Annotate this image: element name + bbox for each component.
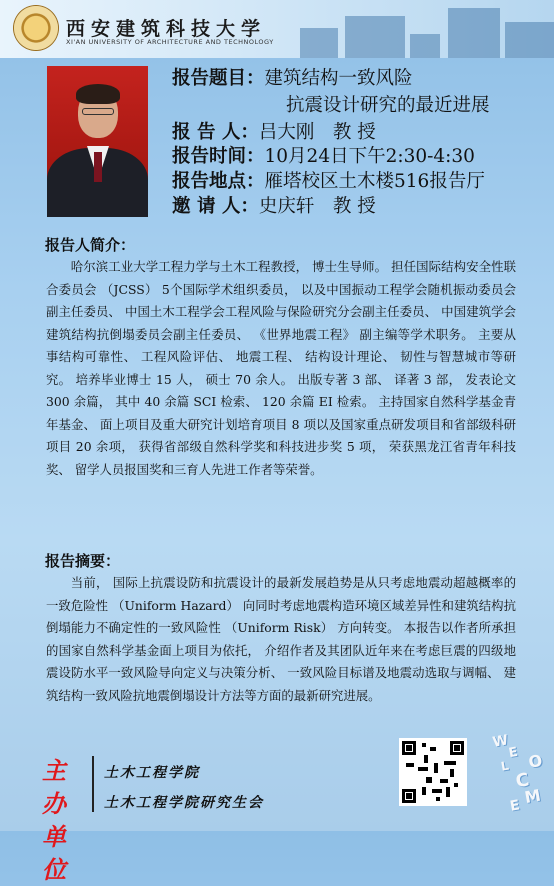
organizer-unit-2: 土木工程学院研究生会 [104, 795, 264, 811]
university-name-en: XI'AN UNIVERSITY OF ARCHITECTURE AND TECHNOLOGY [66, 38, 274, 46]
welcome-decoration: W E L C O M E [491, 732, 544, 815]
organizer-unit-1: 土木工程学院 [104, 765, 200, 781]
speaker-row [172, 118, 376, 144]
abstract-title: 报告摘要： [45, 552, 121, 570]
speaker-photo [47, 66, 148, 217]
topic-label: 报告题目： [172, 68, 265, 89]
inviter-row [172, 192, 376, 218]
place-row [172, 167, 485, 193]
inviter-value: 史庆轩 教 授 [258, 196, 376, 217]
topic-row [172, 64, 413, 90]
topic-line2: 抗震设计研究的最近进展 [286, 95, 490, 116]
abstract-text: 当前， 国际上抗震设防和抗震设计的最新发展趋势是从只考虑地震动超越概率的一致危险性 （Uniform Hazard） 向同时考虑地震构造环境区域差异性和建筑结构抗倒塌能力不确定性的一致风险性 （Uniform Risk） 方向转变。 本报告以作者所承担的国家自然科学基金面上项目为依托， 介绍作者及其团队近年来在考虑巨震的四级地震设防水平一致风险导向定义与决策分析、 一致风险目标谱及地震动选取与调幅、 建筑结构一致风险抗地震倒塌设计方法等方面的最新研究进展。 [46, 575, 516, 703]
time-row [172, 142, 475, 168]
place-value: 雁塔校区土木楼516报告厅 [264, 171, 485, 192]
speaker-value: 吕大刚 教 授 [258, 122, 376, 143]
header-banner [0, 0, 554, 58]
speaker-label: 报 告 人： [172, 122, 259, 143]
bio-title: 报告人简介： [45, 236, 136, 254]
organizer-units [104, 758, 264, 818]
university-logo [14, 6, 58, 50]
bio-text: 哈尔滨工业大学工程力学与土木工程教授， 博士生导师。 担任国际结构安全性联合委员会 （JCSS） 5个国际学术组织委员， 以及中国振动工程学会随机振动委员会副主任委员、 中国土木工程学会工程风险与保险研究分会副主任委员、 中国建筑学会建筑结构抗倒塌委员会副主任委员、 《世界地震工程》 副主编等学术职务。 主要从事结构可靠性、 工程风险评估、 地震工程、 结构设计理论、 韧性与智慧城市等研究。 培养毕业博士 15 人， 硕士 70 余人。 出版专著 3 部、 译著 3 部， 发表论文 300 余篇， 其中 40 余篇 SCI 检索、 120 余篇 EI 检索。 主持国家自然科学基金青年基金、 面上项目及重大研究计划培育项目 8 项以及国家重点研发项目和省部级科研项目 20 余项， 获得省部级自然科学奖和科技进步奖 5 项， 荣获黑龙江省青年科技奖、 留学人员报国奖和三育人先进工作者等荣誉。 [46, 259, 516, 477]
time-label: 报告时间： [172, 146, 265, 167]
topic-line2-row [286, 91, 490, 117]
time-value: 10月24日下午2:30-4:30 [264, 146, 475, 167]
qr-code [399, 738, 467, 806]
topic-line1: 建筑结构一致风险 [264, 68, 413, 89]
place-label: 报告地点： [172, 171, 265, 192]
organizer-label: 主办单位 [42, 756, 66, 884]
organizer-divider [92, 756, 94, 812]
university-name: 西安建筑科技大学 [66, 18, 267, 40]
inviter-label: 邀 请 人： [172, 196, 259, 217]
